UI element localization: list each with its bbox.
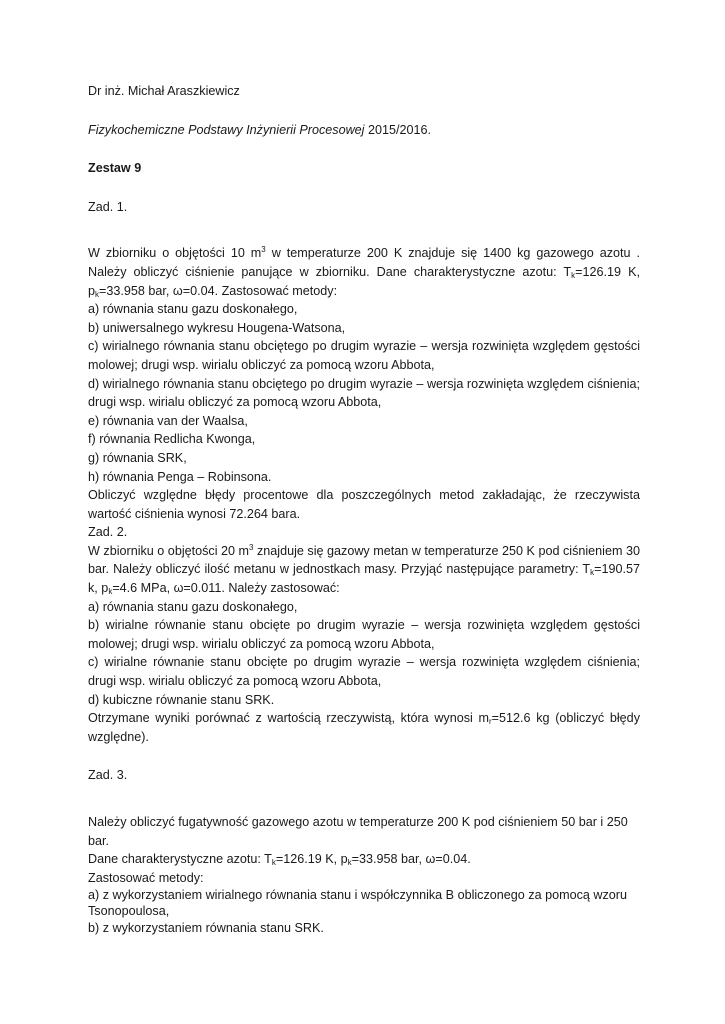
task-3-item: a) z wykorzystaniem wirialnego równania stanu i współczynnika B obliczonego za pomocą wzoru Tsonopoulosa, bbox=[88, 888, 627, 919]
task-2-item: a) równania stanu gazu doskonałego, bbox=[88, 599, 298, 614]
task-2-item: c) wirialne równanie stanu obcięte po drugim wyrazie – wersja rozwinięta względem ciśnienia; drugi wsp. wirialu obliczyć za pomocą wzoru Abbota, bbox=[88, 655, 640, 689]
task-2-intro-text: znajduje się gazowy metan w temperaturze 250 K pod ciśnieniem 30 bar. Należy obliczyć ilość metanu w jednostkach masy. Przyjąć następujące parametry: T bbox=[88, 543, 640, 577]
task-1-closing: Obliczyć względne błędy procentowe dla poszczególnych metod zakładając, że rzeczywista wartość ciśnienia wynosi 72.264 bara. bbox=[88, 488, 640, 521]
task-2-closing-text: =512.6 kg (obliczyć błędy względne). bbox=[88, 711, 640, 744]
task-2-intro-text: =4.6 MPa, ω=0.011. Należy zastosować: bbox=[112, 581, 340, 596]
task-1-item: a) równania stanu gazu doskonałego, bbox=[88, 302, 298, 317]
task-1-intro-text: W zbiorniku o objętości 10 m bbox=[88, 246, 262, 261]
subscript: k bbox=[271, 858, 276, 868]
task-1-intro-text: =126.19 K, p bbox=[88, 264, 640, 298]
task-3-heading: Zad. 3. bbox=[88, 768, 128, 783]
author-line: Dr inż. Michał Araszkiewicz bbox=[88, 84, 240, 98]
course-year: 2015/2016. bbox=[364, 122, 431, 137]
course-line bbox=[88, 121, 640, 140]
task-1-heading: Zad. 1. bbox=[88, 199, 128, 214]
task-1-item: c) wirialnego równania stanu obciętego po drugim wyrazie – wersja rozwinięta względem gęstości molowej; drugi wsp. wirialu obliczyć za pomocą wzoru Abbota, bbox=[88, 339, 640, 372]
subscript: k bbox=[590, 568, 595, 578]
task-3-data bbox=[88, 850, 640, 869]
subscript: k bbox=[95, 289, 100, 299]
task-3-data-text: Dane charakterystyczne azotu: T bbox=[88, 852, 272, 867]
task-3-data-text: =33.958 bar, ω=0.04. bbox=[351, 852, 471, 867]
subscript: k bbox=[108, 587, 113, 597]
task-2-item: d) kubiczne równanie stanu SRK. bbox=[88, 692, 275, 707]
unit-superscript: 3 bbox=[249, 542, 254, 552]
document-page bbox=[88, 82, 640, 938]
task-2-intro-text: =190.57 k, p bbox=[88, 562, 640, 596]
set-title: Zestaw 9 bbox=[88, 161, 142, 176]
task-1-item: g) równania SRK, bbox=[88, 450, 187, 465]
task-1-intro-text: =33.958 bar, ω=0.04. Zastosować metody: bbox=[99, 283, 338, 298]
task-3-data-text: =126.19 K, p bbox=[275, 852, 348, 867]
task-1-intro bbox=[88, 244, 640, 300]
task-3-line: Należy obliczyć fugatywność gazowego azotu w temperaturze 200 K pod ciśnieniem 50 bar i 250 bar. bbox=[88, 815, 628, 848]
task-2-closing-text: Otrzymane wyniki porównać z wartością rzeczywistą, która wynosi m bbox=[88, 711, 489, 726]
subscript: k bbox=[571, 270, 576, 280]
task-2-item: b) wirialne równanie stanu obcięte po drugim wyrazie – wersja rozwinięta względem gęstości molowej; drugi wsp. wirialu obliczyć za pomocą wzoru Abbota, bbox=[88, 618, 640, 651]
task-1-item: f) równania Redlicha Kwonga, bbox=[88, 432, 256, 447]
task-3-methods-label: Zastosować metody: bbox=[88, 870, 204, 885]
task-1-item: d) wirialnego równania stanu obciętego po drugim wyrazie – wersja rozwinięta względem ciśnienia; drugi wsp. wirialu obliczyć za pomocą wzoru Abbota, bbox=[88, 376, 640, 410]
task-2-closing bbox=[88, 709, 640, 746]
task-1-item: b) uniwersalnego wykresu Hougena-Watsona, bbox=[88, 320, 346, 335]
task-1-intro-text: w temperaturze 200 K znajduje się 1400 kg gazowego azotu . Należy obliczyć ciśnienie panujące w zbiorniku. Dane charakterystyczne azotu: T bbox=[88, 246, 640, 279]
task-2-intro-text: W zbiorniku o objętości 20 m bbox=[88, 543, 250, 558]
course-title: Fizykochemiczne Podstawy Inżynierii Procesowej bbox=[88, 122, 365, 137]
subscript: k bbox=[347, 858, 352, 868]
task-3-item: b) z wykorzystaniem równania stanu SRK. bbox=[88, 921, 324, 936]
task-2-intro bbox=[88, 542, 640, 598]
task-1-item: e) równania van der Waalsa, bbox=[88, 413, 248, 428]
subscript: r bbox=[489, 717, 492, 727]
unit-superscript: 3 bbox=[261, 245, 266, 255]
task-2-heading: Zad. 2. bbox=[88, 525, 128, 540]
task-1-item: h) równania Penga – Robinsona. bbox=[88, 469, 272, 484]
